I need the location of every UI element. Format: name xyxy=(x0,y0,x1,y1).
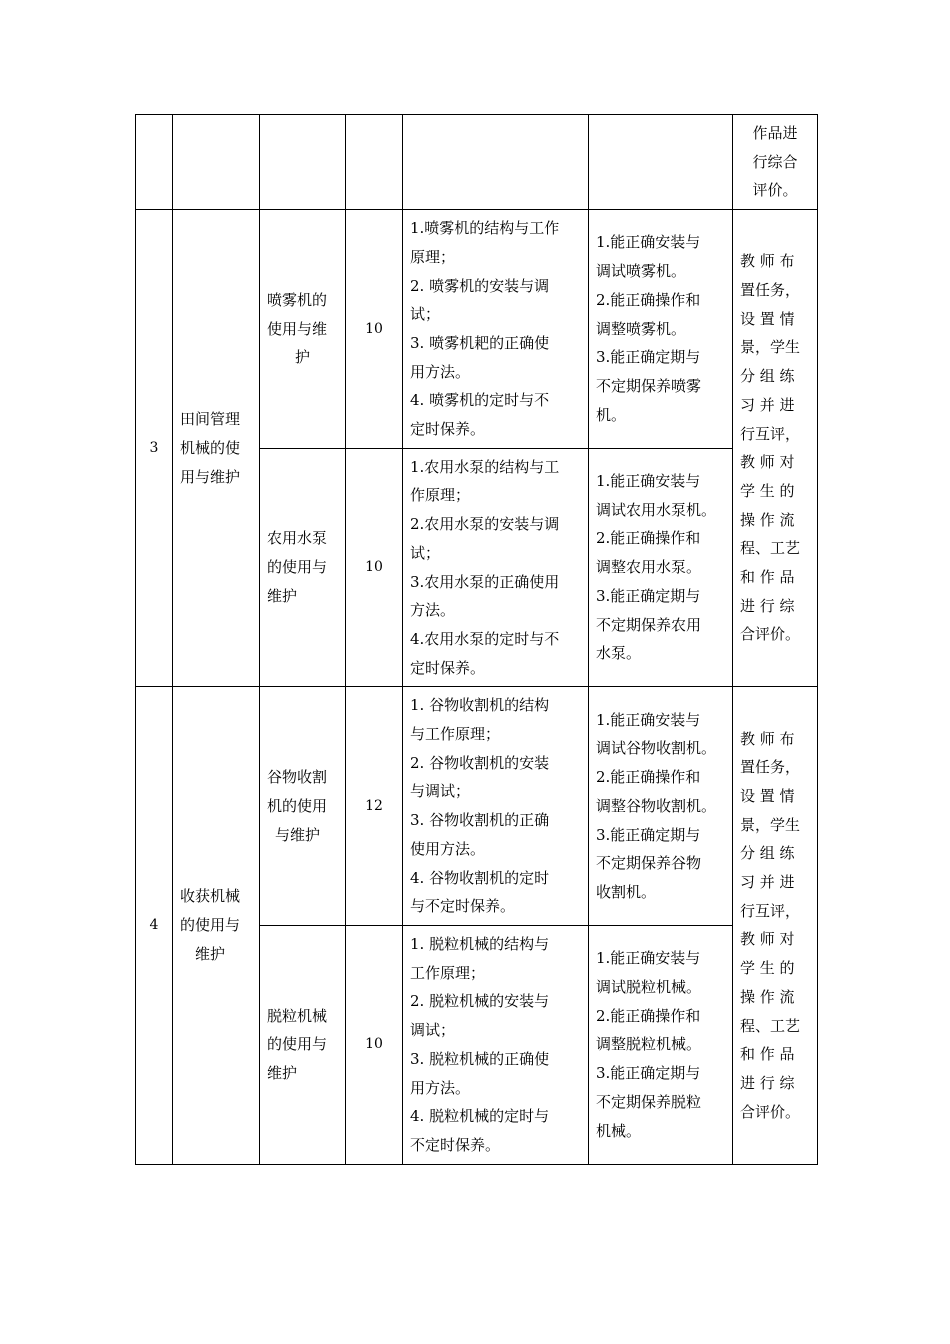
task-requirements xyxy=(589,448,733,687)
content-line: 定时保养。 xyxy=(410,420,486,439)
task-line: 维护 xyxy=(267,1064,298,1083)
eval-line: 程、工艺 xyxy=(740,1016,801,1035)
continuation-row xyxy=(136,115,818,210)
req-line: 调整脱粒机械。 xyxy=(596,1035,702,1054)
section-number: 4 xyxy=(136,687,173,1164)
eval-line: 行互评， xyxy=(740,424,801,443)
cell-empty xyxy=(136,115,173,210)
module-line: 维护 xyxy=(195,944,226,963)
req-line: 1.能正确安装与 xyxy=(596,233,701,252)
task-name xyxy=(260,210,346,449)
task-line: 维护 xyxy=(267,586,298,605)
eval-line: 分 组 练 xyxy=(740,844,795,863)
cell-empty xyxy=(173,115,260,210)
evaluation-method xyxy=(733,687,818,1164)
req-line: 3.能正确定期与 xyxy=(596,1064,701,1083)
eval-line: 操 作 流 xyxy=(740,510,795,529)
task-name xyxy=(260,687,346,926)
content-line: 原理； xyxy=(410,247,456,266)
content-line: 使用方法。 xyxy=(410,839,486,858)
cell-empty xyxy=(260,115,346,210)
req-line: 机。 xyxy=(596,405,627,424)
req-line: 调整农用水泵。 xyxy=(596,558,702,577)
eval-line: 行综合 xyxy=(752,152,798,171)
content-line: 2.农用水泵的安装与调 xyxy=(410,515,560,534)
task-line: 的使用与 xyxy=(267,1035,328,1054)
eval-line: 置任务， xyxy=(740,281,801,300)
task-hours: 10 xyxy=(346,448,403,687)
task-requirements xyxy=(589,687,733,926)
task-hours: 10 xyxy=(346,210,403,449)
req-line: 1.能正确安装与 xyxy=(596,949,701,968)
eval-line: 评价。 xyxy=(752,181,798,200)
eval-line: 景，学生 xyxy=(740,815,801,834)
req-line: 2.能正确操作和 xyxy=(596,290,701,309)
eval-line: 景，学生 xyxy=(740,338,801,357)
req-line: 调整喷雾机。 xyxy=(596,319,687,338)
req-line: 调整谷物收割机。 xyxy=(596,796,717,815)
content-line: 1.农用水泵的结构与工 xyxy=(410,457,560,476)
req-line: 收割机。 xyxy=(596,882,657,901)
req-line: 机械。 xyxy=(596,1121,642,1140)
content-line: 调试； xyxy=(410,1021,456,1040)
content-line: 与不定时保养。 xyxy=(410,897,516,916)
task-line: 的使用与 xyxy=(267,558,328,577)
eval-line: 设 置 情 xyxy=(740,309,795,328)
content-line: 2. 谷物收割机的安装 xyxy=(410,753,550,772)
module-name xyxy=(173,210,260,687)
eval-line: 教 师 布 xyxy=(740,252,795,271)
eval-line: 教 师 布 xyxy=(740,729,795,748)
task-requirements xyxy=(589,210,733,449)
req-line: 不定期保养谷物 xyxy=(596,854,702,873)
req-line: 2.能正确操作和 xyxy=(596,529,701,548)
eval-line: 习 并 进 xyxy=(740,873,795,892)
req-line: 1.能正确安装与 xyxy=(596,472,701,491)
eval-line: 和 作 品 xyxy=(740,1045,795,1064)
content-line: 1. 脱粒机械的结构与 xyxy=(410,934,550,953)
content-line: 3. 喷雾机耙的正确使 xyxy=(410,333,550,352)
eval-line: 进 行 综 xyxy=(740,1074,795,1092)
content-line: 2. 脱粒机械的安装与 xyxy=(410,992,550,1011)
eval-line: 作品进 xyxy=(752,124,798,142)
task-line: 使用与维 xyxy=(267,319,328,338)
req-line: 1.能正确安装与 xyxy=(596,710,701,729)
module-line: 机械的使 xyxy=(180,438,241,457)
content-line: 不定时保养。 xyxy=(410,1135,501,1154)
task-name xyxy=(260,925,346,1164)
eval-line: 程、工艺 xyxy=(740,539,801,558)
req-line: 水泵。 xyxy=(596,644,642,663)
eval-line: 进 行 综 xyxy=(740,596,795,615)
content-line: 4. 喷雾机的定时与不 xyxy=(410,391,550,410)
eval-line: 教 师 对 xyxy=(740,930,795,949)
eval-line: 合评价。 xyxy=(740,1102,801,1121)
content-line: 3.农用水泵的正确使用 xyxy=(410,572,560,591)
content-line: 工作原理； xyxy=(410,963,486,982)
module-line: 的使用与 xyxy=(180,916,241,935)
content-line: 与调试； xyxy=(410,782,471,801)
eval-line: 和 作 品 xyxy=(740,568,795,587)
task-line: 护 xyxy=(295,348,311,367)
content-line: 与工作原理； xyxy=(410,725,501,744)
eval-line: 学 生 的 xyxy=(740,959,795,978)
section-number: 3 xyxy=(136,210,173,687)
content-line: 方法。 xyxy=(410,601,456,620)
module-line: 用与维护 xyxy=(180,467,241,486)
eval-line: 习 并 进 xyxy=(740,395,795,414)
task-content xyxy=(403,925,589,1164)
cell-empty xyxy=(346,115,403,210)
task-line: 喷雾机的 xyxy=(267,290,328,309)
content-line: 1.喷雾机的结构与工作 xyxy=(410,219,560,238)
task-hours: 12 xyxy=(346,687,403,926)
task-line: 农用水泵 xyxy=(267,529,328,548)
task-line: 脱粒机械 xyxy=(267,1006,328,1025)
module-line: 田间管理 xyxy=(180,410,241,429)
req-line: 调试喷雾机。 xyxy=(596,262,687,281)
task-name xyxy=(260,448,346,687)
content-line: 3. 脱粒机械的正确使 xyxy=(410,1049,550,1068)
content-line: 试； xyxy=(410,543,441,562)
eval-line: 操 作 流 xyxy=(740,987,795,1006)
req-line: 调试农用水泵机。 xyxy=(596,500,717,519)
cell-empty xyxy=(589,115,733,210)
curriculum-table xyxy=(135,114,818,1165)
eval-line: 行互评， xyxy=(740,901,801,920)
eval-line: 学 生 的 xyxy=(740,481,795,500)
req-line: 3.能正确定期与 xyxy=(596,825,701,844)
eval-line: 置任务， xyxy=(740,758,801,777)
content-line: 3. 谷物收割机的正确 xyxy=(410,811,550,830)
req-line: 不定期保养脱粒 xyxy=(596,1092,702,1111)
eval-line: 分 组 练 xyxy=(740,367,795,386)
content-line: 4.农用水泵的定时与不 xyxy=(410,629,560,648)
content-line: 试； xyxy=(410,305,441,324)
req-line: 3.能正确定期与 xyxy=(596,586,701,605)
req-line: 2.能正确操作和 xyxy=(596,768,701,787)
content-line: 用方法。 xyxy=(410,362,471,381)
eval-cell xyxy=(733,115,818,210)
req-line: 3.能正确定期与 xyxy=(596,348,701,367)
eval-line: 设 置 情 xyxy=(740,786,795,805)
eval-line: 教 师 对 xyxy=(740,453,795,472)
content-line: 2. 喷雾机的安装与调 xyxy=(410,276,550,295)
req-line: 不定期保养农用 xyxy=(596,615,702,634)
req-line: 不定期保养喷雾 xyxy=(596,376,702,395)
task-line: 与维护 xyxy=(275,825,321,844)
req-line: 2.能正确操作和 xyxy=(596,1006,701,1025)
task-line: 机的使用 xyxy=(267,796,328,815)
content-line: 定时保养。 xyxy=(410,658,486,677)
table-row xyxy=(136,687,818,926)
task-content xyxy=(403,687,589,926)
module-name xyxy=(173,687,260,1164)
cell-empty xyxy=(403,115,589,210)
eval-line: 合评价。 xyxy=(740,625,801,644)
content-line: 作原理； xyxy=(410,486,471,505)
module-line: 收获机械 xyxy=(180,887,241,906)
task-content xyxy=(403,210,589,449)
task-content xyxy=(403,448,589,687)
task-line: 谷物收割 xyxy=(267,768,328,787)
req-line: 调试脱粒机械。 xyxy=(596,978,702,997)
content-line: 4. 谷物收割机的定时 xyxy=(410,868,550,887)
table-row xyxy=(136,210,818,449)
task-requirements xyxy=(589,925,733,1164)
content-line: 用方法。 xyxy=(410,1078,471,1097)
content-line: 1. 谷物收割机的结构 xyxy=(410,696,550,715)
evaluation-method xyxy=(733,210,818,687)
task-hours: 10 xyxy=(346,925,403,1164)
req-line: 调试谷物收割机。 xyxy=(596,739,717,758)
content-line: 4. 脱粒机械的定时与 xyxy=(410,1107,550,1126)
